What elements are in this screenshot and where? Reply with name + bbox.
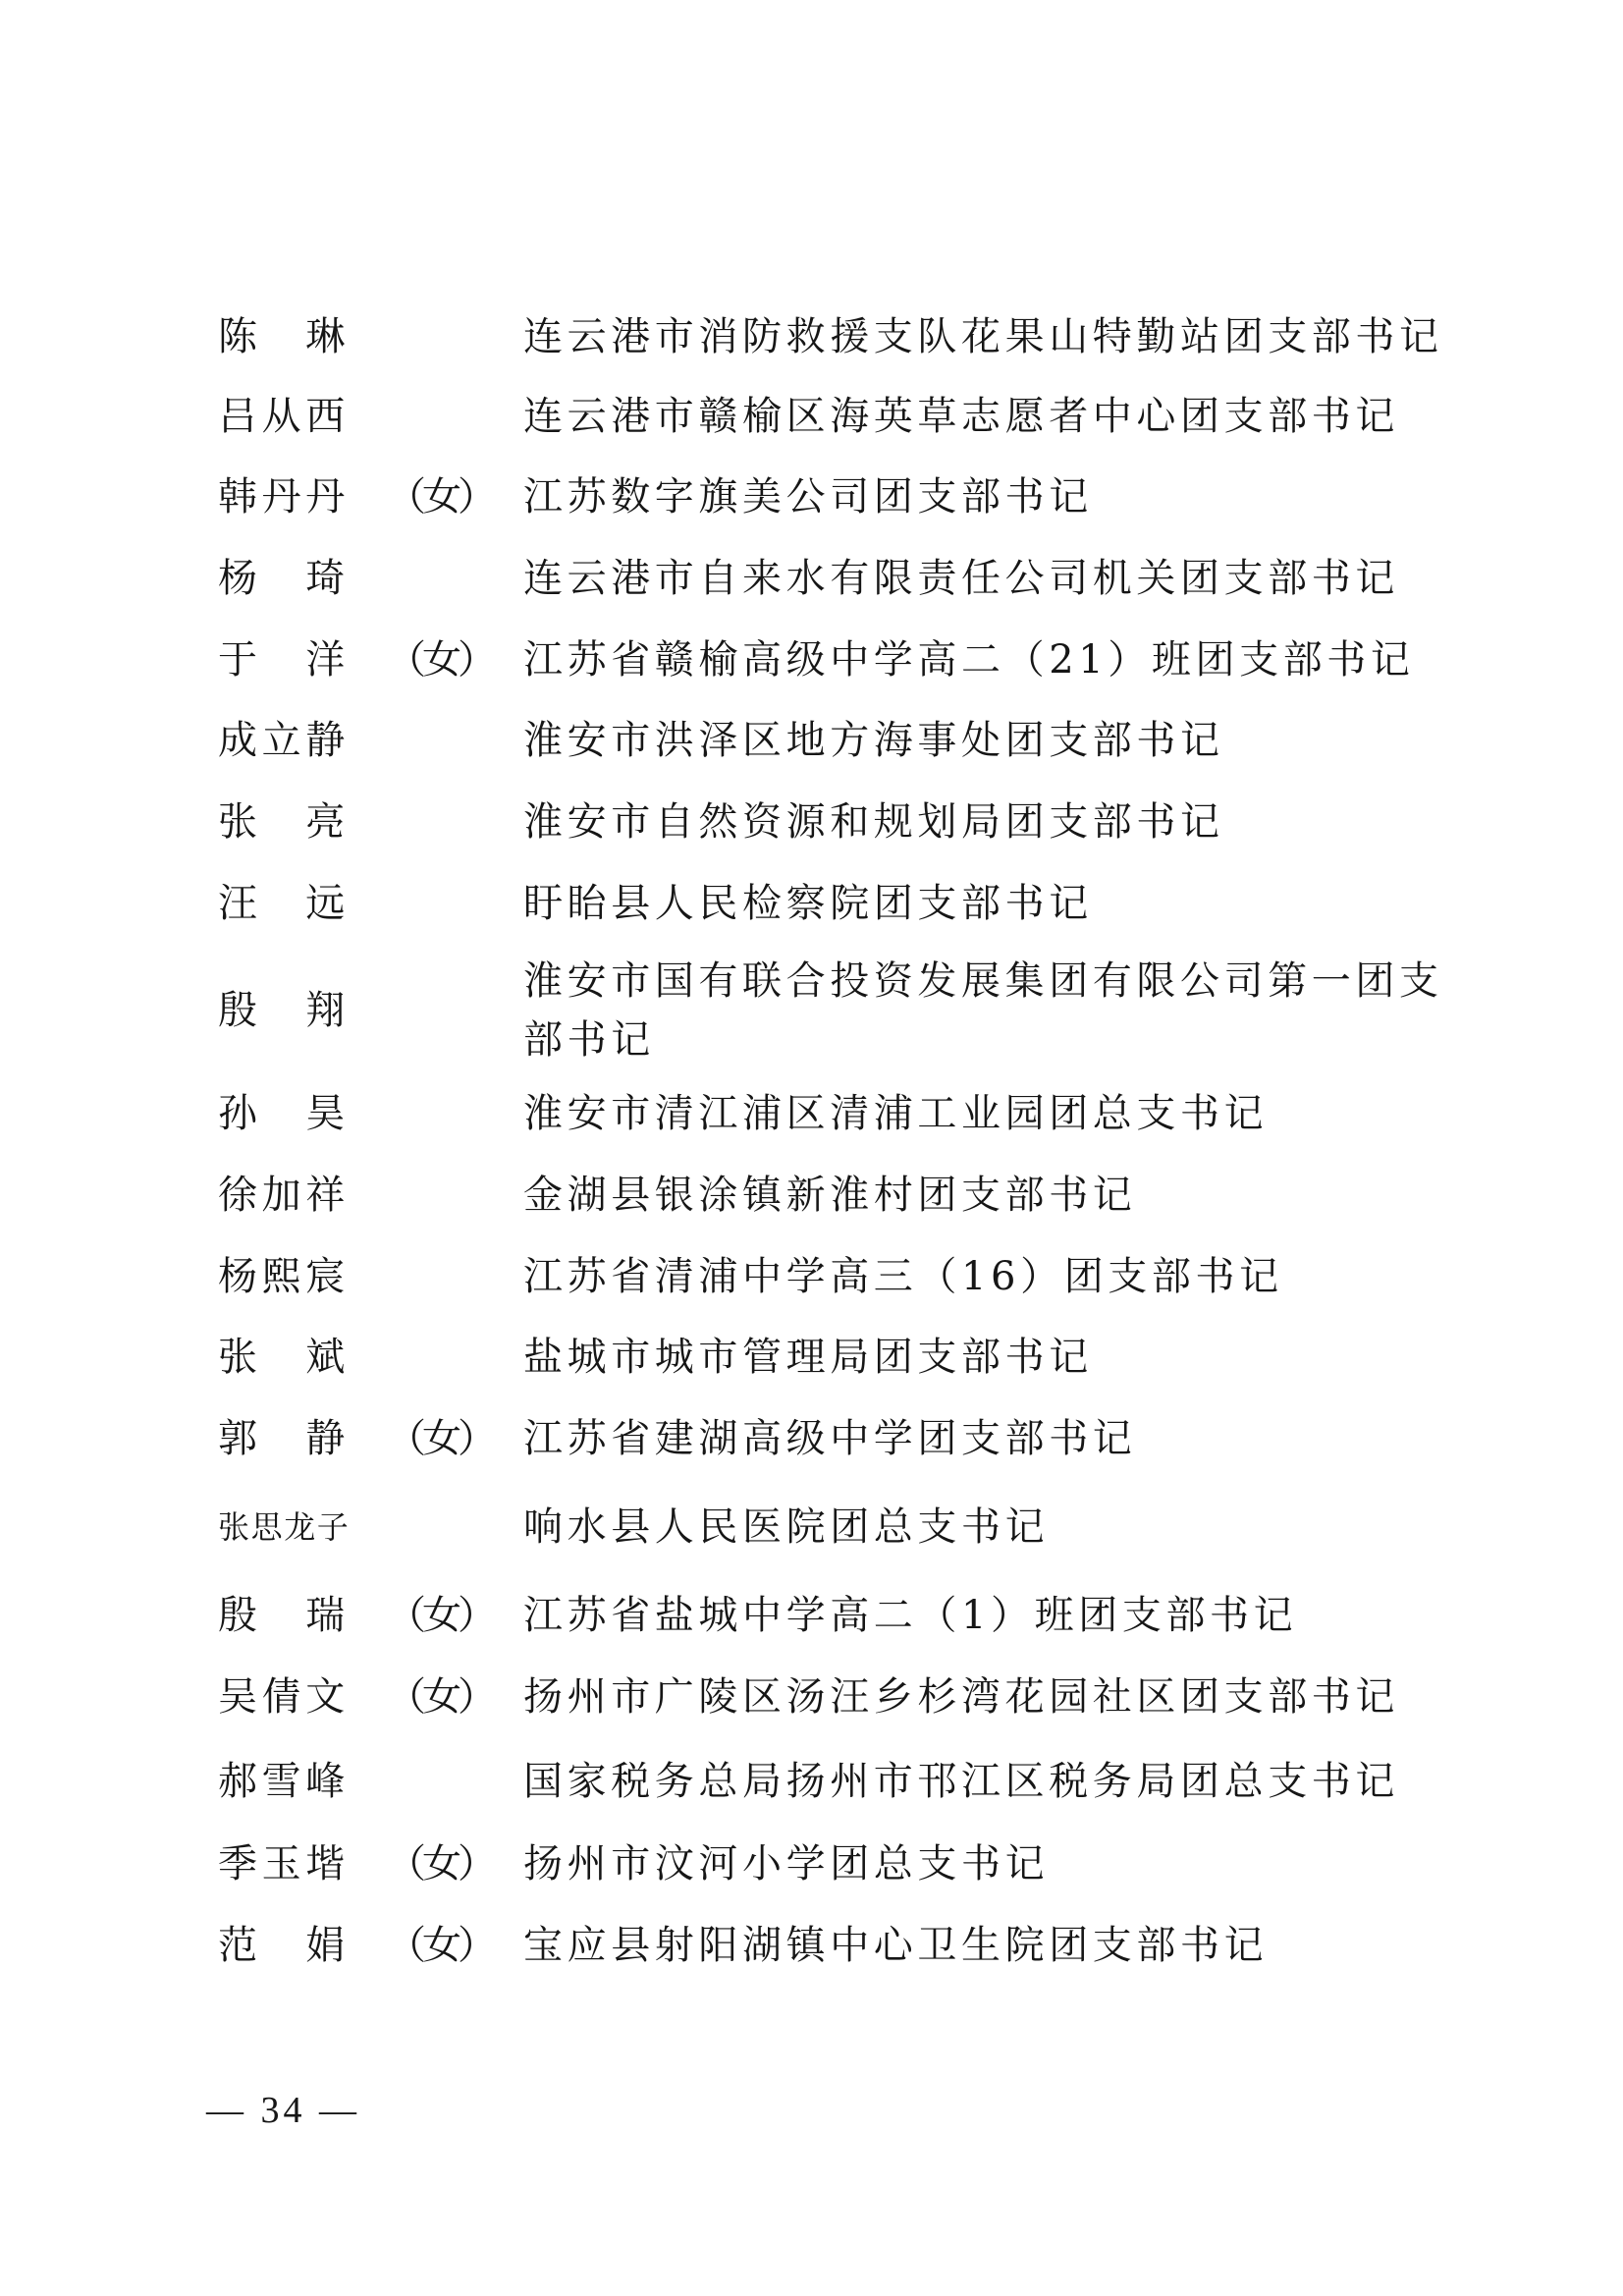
- member-gender: （女）: [387, 1416, 493, 1461]
- member-position: 盱眙县人民检察院团支部书记: [523, 881, 1093, 926]
- member-position: 淮安市国有联合投资发展集团有限公司第一团支部书记: [523, 958, 1443, 1063]
- roster-row: [0, 387, 1623, 446]
- member-gender: （女）: [387, 474, 493, 519]
- roster-row: [0, 630, 1623, 689]
- member-name: 汪 远: [218, 881, 350, 926]
- member-position: 江苏省赣榆高级中学高二（21）班团支部书记: [523, 637, 1415, 683]
- roster-row: [0, 1166, 1623, 1225]
- member-position: 国家税务总局扬州市邗江区税务局团总支书记: [523, 1759, 1399, 1804]
- roster-row: [0, 711, 1623, 770]
- member-position: 淮安市洪泽区地方海事处团支部书记: [523, 718, 1224, 763]
- member-name: 吴倩文: [218, 1674, 350, 1720]
- member-name: 郝雪峰: [218, 1759, 350, 1804]
- member-gender: （女）: [387, 1841, 493, 1886]
- roster-row: [0, 1916, 1623, 1975]
- member-gender: （女）: [387, 1923, 493, 1968]
- roster-row: [0, 1409, 1623, 1468]
- roster-row: [0, 1498, 1623, 1557]
- roster-row: [0, 1328, 1623, 1387]
- member-name: 张思龙子: [218, 1508, 351, 1546]
- roster-row: [0, 793, 1623, 851]
- member-name: 杨熙宸: [218, 1254, 350, 1299]
- member-name: 陈 琳: [218, 314, 350, 359]
- member-name: 孙 昊: [218, 1091, 350, 1136]
- member-name: 殷 翔: [218, 988, 350, 1033]
- member-position: 响水县人民医院团总支书记: [523, 1504, 1050, 1550]
- member-gender: （女）: [387, 1674, 493, 1720]
- member-position: 连云港市消防救援支队花果山特勤站团支部书记: [523, 314, 1443, 359]
- member-name: 成立静: [218, 718, 350, 763]
- roster-row: [0, 467, 1623, 526]
- member-gender: （女）: [387, 1593, 493, 1638]
- member-position: 江苏省建湖高级中学团支部书记: [523, 1416, 1137, 1461]
- roster-row: [0, 1667, 1623, 1726]
- member-position: 连云港市自来水有限责任公司机关团支部书记: [523, 556, 1399, 601]
- member-position: 盐城市城市管理局团支部书记: [523, 1335, 1093, 1380]
- member-position: 金湖县银涂镇新淮村团支部书记: [523, 1173, 1137, 1218]
- member-name: 吕从西: [218, 394, 350, 439]
- roster-row: [0, 307, 1623, 366]
- member-name: 徐加祥: [218, 1173, 350, 1218]
- member-position: 江苏省盐城中学高二（1）班团支部书记: [523, 1593, 1298, 1638]
- member-position: 宝应县射阳湖镇中心卫生院团支部书记: [523, 1923, 1269, 1968]
- member-gender: （女）: [387, 637, 493, 683]
- roster-row: [0, 1084, 1623, 1143]
- roster-row: [0, 1247, 1623, 1306]
- member-name: 范 娟: [218, 1923, 350, 1968]
- member-name: 殷 瑞: [218, 1593, 350, 1638]
- member-position: 江苏省清浦中学高三（16）团支部书记: [523, 1254, 1283, 1299]
- member-position: 扬州市汶河小学团总支书记: [523, 1841, 1050, 1886]
- roster-row: [0, 549, 1623, 608]
- member-position: 淮安市清江浦区清浦工业园团总支书记: [523, 1091, 1269, 1136]
- member-name: 张 亮: [218, 799, 350, 845]
- member-name: 杨 琦: [218, 556, 350, 601]
- roster-row: [0, 1752, 1623, 1811]
- member-position: 淮安市自然资源和规划局团支部书记: [523, 799, 1224, 845]
- member-name: 张 斌: [218, 1335, 350, 1380]
- member-name: 于 洋: [218, 637, 350, 683]
- roster-row: [0, 874, 1623, 933]
- member-name: 郭 静: [218, 1416, 350, 1461]
- roster-row: [0, 1586, 1623, 1645]
- member-position: 扬州市广陵区汤汪乡杉湾花园社区团支部书记: [523, 1674, 1399, 1720]
- member-position: 连云港市赣榆区海英草志愿者中心团支部书记: [523, 394, 1399, 439]
- member-position: 江苏数字旗美公司团支部书记: [523, 474, 1093, 519]
- roster-row: [0, 952, 1623, 1069]
- roster-row: [0, 1834, 1623, 1893]
- member-name: 韩丹丹: [218, 474, 350, 519]
- member-name: 季玉堦: [218, 1841, 350, 1886]
- page-number: — 34 —: [206, 2090, 360, 2131]
